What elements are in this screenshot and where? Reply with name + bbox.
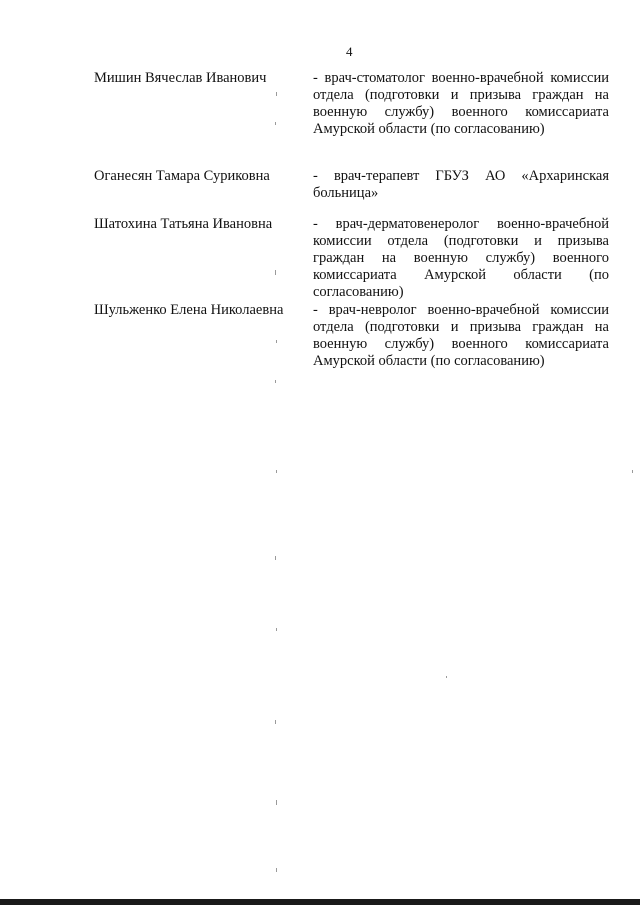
person-name: Шульженко Елена Николаевна: [94, 302, 284, 318]
scan-speck: [275, 720, 276, 724]
page-number: 4: [346, 44, 353, 59]
scan-speck: [276, 470, 277, 473]
scan-speck: [275, 380, 276, 383]
person-role: - врач-невролог военно-врачебной комиссии отдела (подготовки и призыва граждан на военную службу) военного комиссариата Амурской области (по согласованию): [313, 302, 609, 369]
scan-speck: [276, 92, 277, 96]
scan-speck: [276, 340, 277, 343]
person-role: - врач-стоматолог военно-врачебной комиссии отдела (подготовки и призыва граждан на военную службу) военного комиссариата Амурской области (по согласованию): [313, 70, 609, 137]
person-name: Оганесян Тамара Суриковна: [94, 168, 270, 184]
scan-speck: [632, 470, 633, 473]
person-role: - врач-терапевт ГБУЗ АО «Архаринская больница»: [313, 168, 609, 201]
scan-bottom-edge: [0, 899, 640, 905]
scan-speck: [276, 800, 277, 805]
scan-speck: [275, 556, 276, 560]
person-name: Мишин Вячеслав Иванович: [94, 70, 267, 86]
person-name: Шатохина Татьяна Ивановна: [94, 216, 273, 232]
scan-speck: [276, 628, 277, 631]
scan-speck: [275, 270, 276, 275]
scan-speck: [276, 868, 277, 872]
person-role: - врач-дерматовенеролог военно-врачебной комиссии отдела (подготовки и призыва граждан на военную службу) военного комиссариата Амурской области (по согласованию): [313, 216, 609, 300]
scan-speck: [446, 676, 447, 678]
scan-speck: [275, 122, 276, 125]
